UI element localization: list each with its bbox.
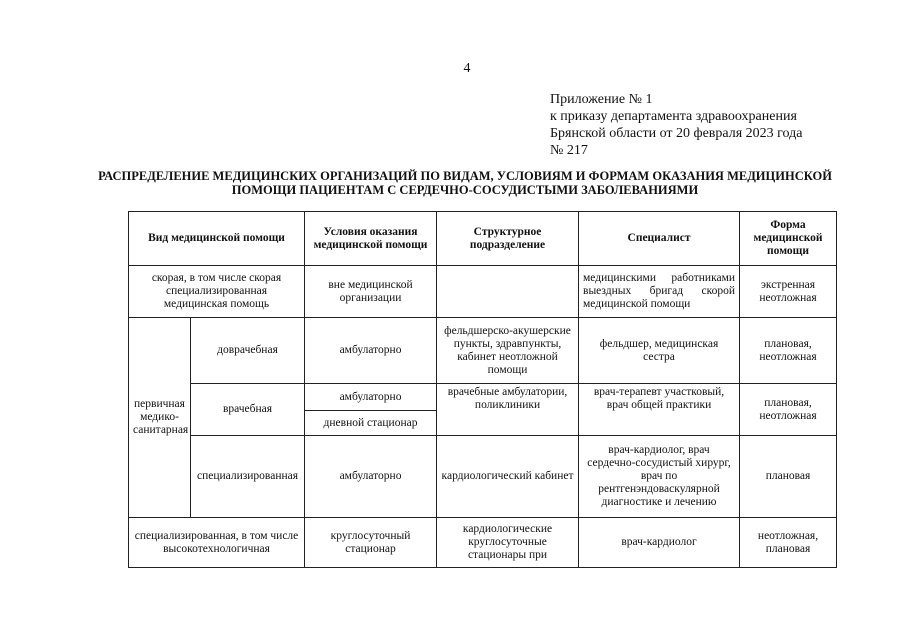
table-row [129, 384, 837, 411]
header-form: Форма медицинской помощи [740, 212, 837, 266]
cell-form: плановая [740, 436, 837, 518]
cell-unit: кардиологические круглосуточные стационары при [437, 518, 579, 568]
appendix-note [550, 91, 803, 159]
header-conditions: Условия оказания медицинской помощи [305, 212, 437, 266]
document-title [90, 169, 840, 197]
header-specialist: Специалист [579, 212, 740, 266]
cell-type: скорая, в том числе скорая специализированная медицинская помощь [129, 266, 305, 318]
appendix-line: № 217 [550, 143, 588, 158]
title-line: ПОМОЩИ ПАЦИЕНТАМ С СЕРДЕЧНО-СОСУДИСТЫМИ ЗАБОЛЕВАНИЯМИ [231, 183, 699, 197]
cell-conditions: амбулаторно [305, 318, 437, 384]
appendix-line: Приложение № 1 [550, 92, 653, 107]
title-line: РАСПРЕДЕЛЕНИЕ МЕДИЦИНСКИХ ОРГАНИЗАЦИЙ ПО ВИДАМ, УСЛОВИЯМ И ФОРМАМ ОКАЗАНИЯ МЕДИЦИНСКОЙ [98, 169, 832, 183]
table-row [129, 518, 837, 568]
page-number: 4 [463, 61, 471, 76]
cell-conditions: амбулаторно [305, 436, 437, 518]
cell-unit: врачебные амбулатории, поликлиники [437, 384, 579, 436]
header-type: Вид медицинской помощи [129, 212, 305, 266]
appendix-line: Брянской области от 20 февраля 2023 года [550, 126, 803, 141]
table-row [129, 318, 837, 384]
cell-form: плановая, неотложная [740, 318, 837, 384]
cell-form: плановая, неотложная [740, 384, 837, 436]
cell-conditions: амбулаторно [305, 384, 437, 411]
cell-subtype: доврачебная [191, 318, 305, 384]
cell-form: экстренная неотложная [740, 266, 837, 318]
cell-specialist: врач-кардиолог, врач сердечно-сосудистый хирург, врач по рентгенэндоваскулярной диагностике и лечению [579, 436, 740, 518]
appendix-line: к приказу департамента здравоохранения [550, 109, 797, 124]
cell-subtype: специализированная [191, 436, 305, 518]
table-row [129, 266, 837, 318]
distribution-table [128, 211, 837, 568]
cell-type: специализированная, в том числе высокотехнологичная [129, 518, 305, 568]
header-row [129, 212, 837, 266]
cell-unit: кардиологический кабинет [437, 436, 579, 518]
cell-conditions: вне медицинской организации [305, 266, 437, 318]
cell-form: неотложная, плановая [740, 518, 837, 568]
cell-unit: фельдшерско-акушерские пункты, здравпункты, кабинет неотложной помощи [437, 318, 579, 384]
table-row [129, 436, 837, 518]
cell-conditions: дневной стационар [305, 411, 437, 436]
cell-subtype: врачебная [191, 384, 305, 436]
cell-specialist: фельдшер, медицинская сестра [579, 318, 740, 384]
cell-unit [437, 266, 579, 318]
cell-primary-label: первичная медико-санитарная [129, 318, 191, 518]
cell-conditions: круглосуточный стационар [305, 518, 437, 568]
cell-specialist: врач-кардиолог [579, 518, 740, 568]
cell-specialist: врач-терапевт участковый, врач общей практики [579, 384, 740, 436]
cell-specialist: медицинскими работниками выездных бригад скорой медицинской помощи [579, 266, 740, 318]
header-unit: Структурное подразделение [437, 212, 579, 266]
